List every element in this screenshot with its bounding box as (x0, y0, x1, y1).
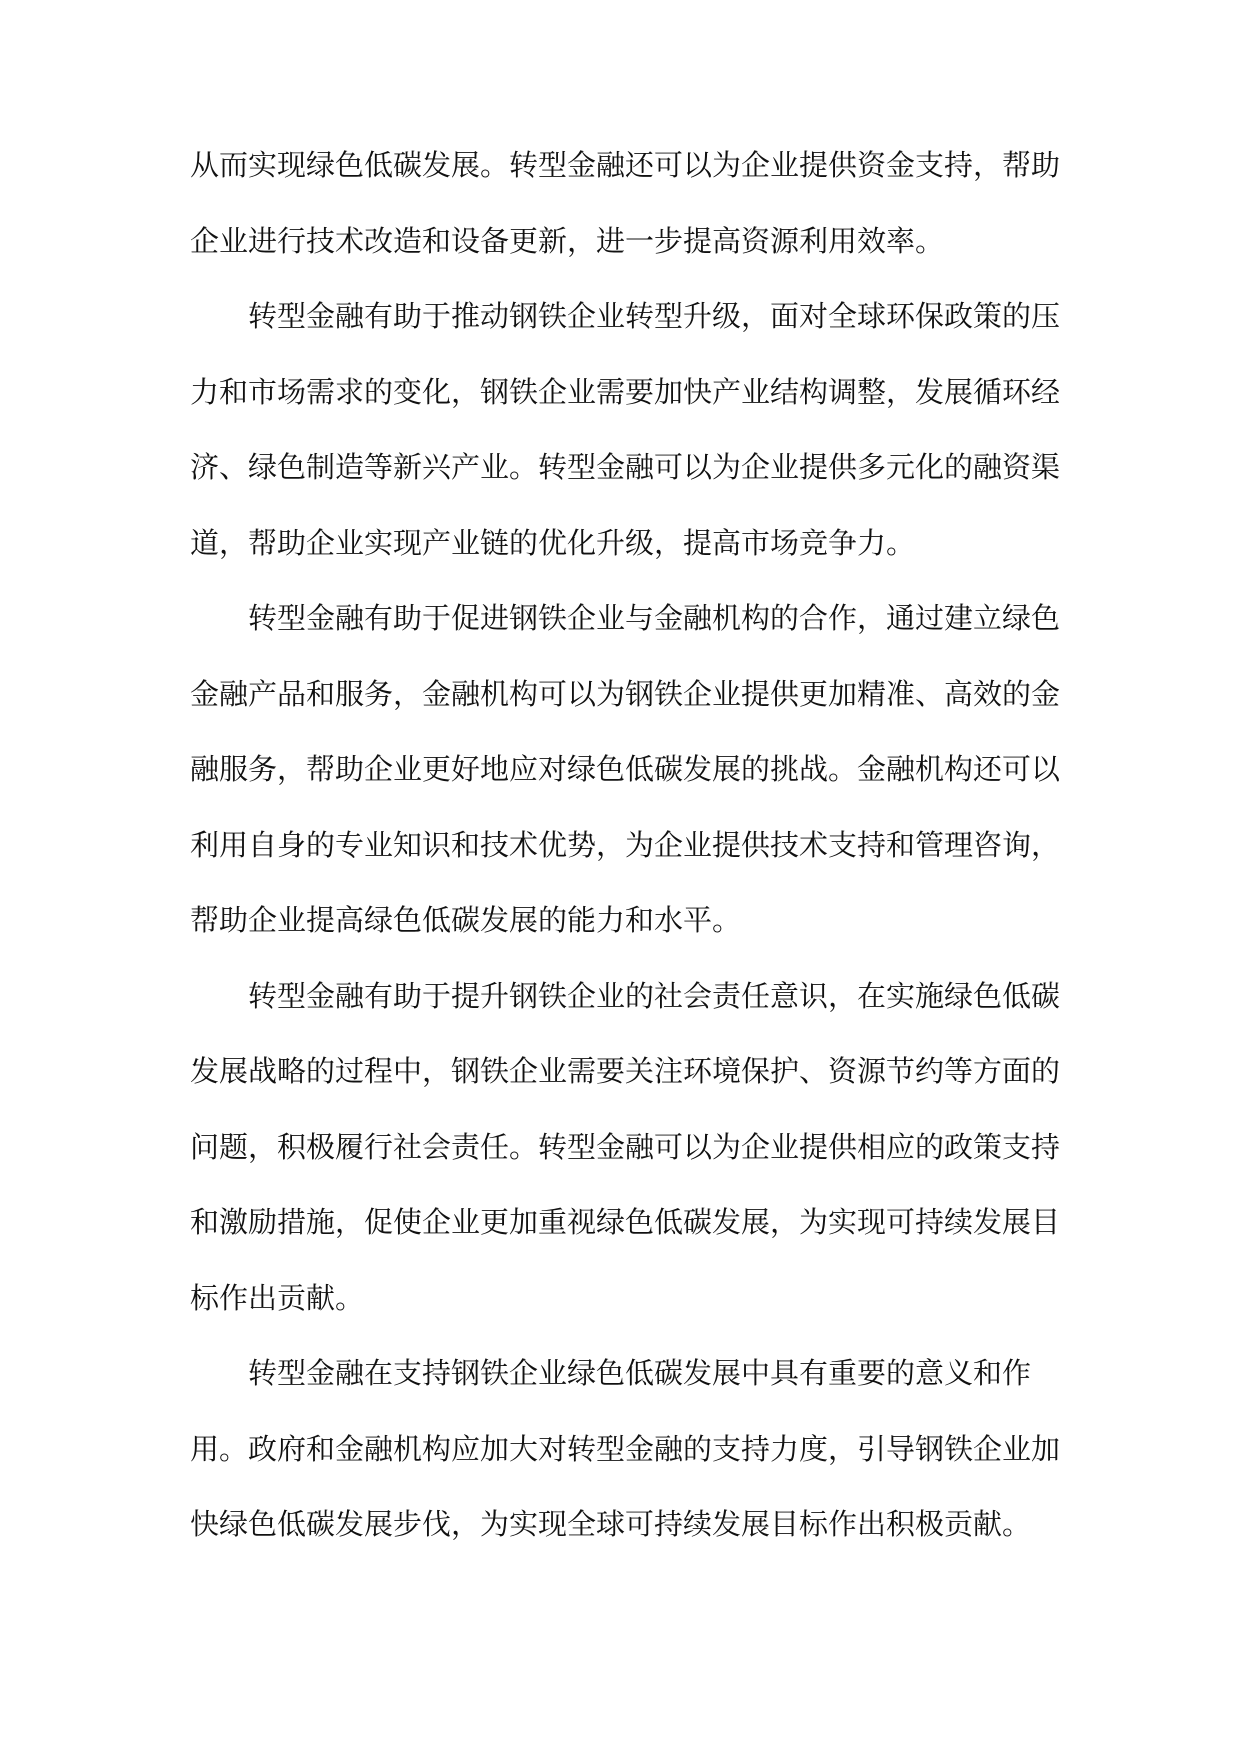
text-line: 利用自身的专业知识和技术优势，为企业提供技术支持和管理咨询， (190, 827, 1061, 862)
text-line: 快绿色低碳发展步伐，为实现全球可持续发展目标作出积极贡献。 (190, 1507, 1032, 1541)
paragraph-first-line: 转型金融在支持钢铁企业绿色低碳发展中具有重要的意义和作 (248, 1356, 1032, 1390)
paragraph-first-line: 转型金融有助于促进钢铁企业与金融机构的合作，通过建立绿色 (248, 601, 1061, 635)
text-line: 帮助企业提高绿色低碳发展的能力和水平。 (190, 903, 742, 937)
text-line: 济、绿色制造等新兴产业。转型金融可以为企业提供多元化的融资渠 (190, 450, 1061, 484)
text-line: 金融产品和服务，金融机构可以为钢铁企业提供更加精准、高效的金 (190, 676, 1061, 711)
text-line: 发展战略的过程中，钢铁企业需要关注环境保护、资源节约等方面的 (190, 1054, 1061, 1088)
text-line: 力和市场需求的变化，钢铁企业需要加快产业结构调整，发展循环经 (190, 374, 1061, 409)
paragraph-first-line: 转型金融有助于提升钢铁企业的社会责任意识，在实施绿色低碳 (248, 978, 1061, 1013)
text-line: 标作出贡献。 (190, 1280, 365, 1315)
text-line: 从而实现绿色低碳发展。转型金融还可以为企业提供资金支持，帮助 (190, 148, 1061, 182)
document-body (190, 148, 1060, 1583)
text-line: 道，帮助企业实现产业链的优化升级，提高市场竞争力。 (190, 525, 916, 560)
text-line: 用。政府和金融机构应加大对转型金融的支持力度，引导钢铁企业加 (190, 1431, 1061, 1466)
text-line: 问题，积极履行社会责任。转型金融可以为企业提供相应的政策支持 (190, 1129, 1061, 1164)
text-line: 企业进行技术改造和设备更新，进一步提高资源利用效率。 (190, 223, 945, 258)
paragraph-first-line: 转型金融有助于推动钢铁企业转型升级，面对全球环保政策的压 (248, 299, 1061, 333)
text-line: 和激励措施，促使企业更加重视绿色低碳发展，为实现可持续发展目 (190, 1205, 1061, 1239)
text-line: 融服务，帮助企业更好地应对绿色低碳发展的挑战。金融机构还可以 (190, 752, 1061, 786)
